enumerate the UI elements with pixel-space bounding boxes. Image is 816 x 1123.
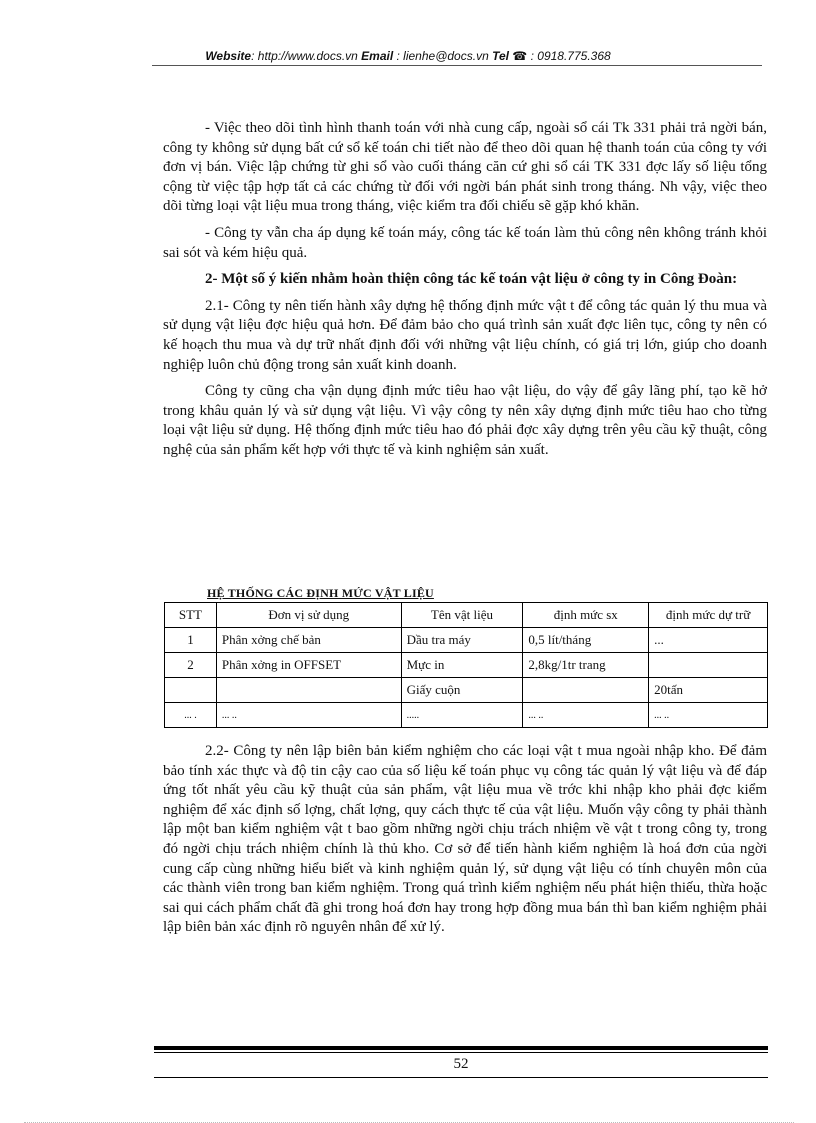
tel-label: Tel ☎: [492, 49, 528, 63]
table-cell: Giấy cuộn: [401, 678, 523, 703]
table-row: [165, 678, 768, 703]
table-cell: ... ..: [216, 703, 401, 728]
table-header-cell: Đơn vị sử dụng: [216, 603, 401, 628]
table-cell: [523, 678, 649, 703]
material-norms-table: [164, 602, 768, 728]
table-cell: ... .: [165, 703, 217, 728]
page-number: 52: [453, 1056, 469, 1072]
table-header-cell: STT: [165, 603, 217, 628]
table-cell: 2: [165, 653, 217, 678]
table-cell: .....: [401, 703, 523, 728]
footer-rule-bottom: [154, 1077, 768, 1078]
website-value: : http://www.docs.vn: [251, 49, 362, 63]
table-cell: Dầu tra máy: [401, 628, 523, 653]
table-row: [165, 628, 768, 653]
header-divider: [152, 65, 762, 66]
table-cell: [216, 678, 401, 703]
section-heading: 2- Một số ý kiến nhằm hoàn thiện công tác kế toán vật liệu ở công ty in Công Đoàn:: [205, 271, 738, 288]
table-cell: ... ..: [523, 703, 649, 728]
table-row: [165, 653, 768, 678]
table-cell: Phân xởng in OFFSET: [216, 653, 401, 678]
website-label: Website: [205, 49, 252, 63]
table-cell: [649, 653, 768, 678]
table-cell: Phân xởng chế bản: [216, 628, 401, 653]
table-cell: 0,5 lít/tháng: [523, 628, 649, 653]
tel-value: : 0918.775.368: [527, 49, 611, 63]
email-value: : lienhe@docs.vn: [393, 49, 493, 63]
table-cell: ... ..: [649, 703, 768, 728]
table-header-cell: định mức dự trữ: [649, 603, 768, 628]
page-header: [0, 49, 816, 63]
document-body-bottom: [163, 742, 767, 938]
paragraph: - Việc theo dõi tình hình thanh toán với nhà cung cấp, ngoài sổ cái Tk 331 phải trả ngời bán, công ty không sử dụng bất cứ sổ kế toán chi tiết nào để theo dõi quan hệ thanh toán của công ty với đơn vị bán. Việc lập chứng từ ghi sổ vào cuối tháng căn cứ ghi sổ cái TK 331 đợc lấy số liệu tổng cộng từ việc tập hợp tất cả các chứng từ đối với ngời bán phát sinh trong tháng. Nh vậy, việc theo dõi từng loại vật liệu mua trong tháng, việc kiểm tra đối chiếu sẽ gặp khó khăn.: [163, 120, 767, 215]
table-header-cell: Tên vật liệu: [401, 603, 523, 628]
footer-rule-thick: [154, 1046, 768, 1050]
paragraph: 2.2- Công ty nên lập biên bản kiểm nghiệm cho các loại vật t mua ngoài nhập kho. Để đảm bảo tính xác thực và độ tin cậy cao của số liệu kế toán phục vụ công tác quản lý vật liệu và để đáp ứng tốt nhất yêu cầu kỹ thuật của sản phẩm, vật liệu mua về trớc khi nhập kho phải đợc kiểm nghiệm để xác định số lợng, chất lợng, quy cách thực tế của vật liệu. Muốn vậy công ty phải thành lập một ban kiểm nghiệm vật t bao gồm những ngời chịu trách nhiệm về vật t trong công ty, trong đó ngời chịu trách nhiệm chính là thủ kho. Cơ sở để tiến hành kiểm nghiệm là hoá đơn của ngời cung cấp cùng những hiểu biết và kinh nghiệm quản lý, sử dụng vật liệu có tính chuyên môn của các thành viên trong ban kiểm nghiệm. Trong quá trình kiểm nghiệm nếu phát hiện thiếu, thừa hoặc sai qui cách phẩm chất đã ghi trong hoá đơn hay trong hợp đồng mua bán thì ban kiểm nghiệm phải lập biên bản xác định rõ nguyên nhân để xử lý.: [163, 743, 767, 936]
table-cell: 20tấn: [649, 678, 768, 703]
document-body-top: [163, 119, 767, 461]
table-header-cell: định mức sx: [523, 603, 649, 628]
table-cell: Mực in: [401, 653, 523, 678]
table-header-row: [165, 603, 768, 628]
footer-rule-thin: [154, 1052, 768, 1053]
email-label: Email: [361, 49, 394, 63]
table-title: HỆ THỐNG CÁC ĐỊNH MỨC VẬT LIỆU: [207, 586, 434, 600]
paragraph: 2.1- Công ty nên tiến hành xây dựng hệ thống định mức vật t để công tác quản lý thu mua và sử dụng vật liệu đợc hiệu quả hơn. Để đảm bảo cho quá trình sản xuất đợc liên tục, công ty nên có kế hoạch thu mua và dự trữ nhất định đối với những vật liệu chính, có giá trị lớn, giúp cho doanh nghiệp luôn chủ động trong sản xuất kinh doanh.: [163, 297, 767, 373]
table-cell: 2,8kg/1tr trang: [523, 653, 649, 678]
table-cell: 1: [165, 628, 217, 653]
table-row: [165, 703, 768, 728]
paragraph: Công ty cũng cha vận dụng định mức tiêu hao vật liệu, do vậy để gây lãng phí, tạo kẽ hở trong khâu quản lý và sử dụng vật liệu. Vì vậy công ty nên xây dựng định mức tiêu hao cho từng loại vật liệu sử dụng. Hệ thống định mức tiêu hao đó phải đợc xây dựng trên yêu cầu kỹ thuật, công nghệ của sản phẩm kết hợp với thực tế và kinh nghiệm sản xuất.: [163, 383, 767, 458]
table-cell: [165, 678, 217, 703]
table-cell: ...: [649, 628, 768, 653]
paragraph: - Công ty vẫn cha áp dụng kế toán máy, công tác kế toán làm thủ công nên không tránh khỏi sai sót và kém hiệu quả.: [163, 224, 767, 261]
